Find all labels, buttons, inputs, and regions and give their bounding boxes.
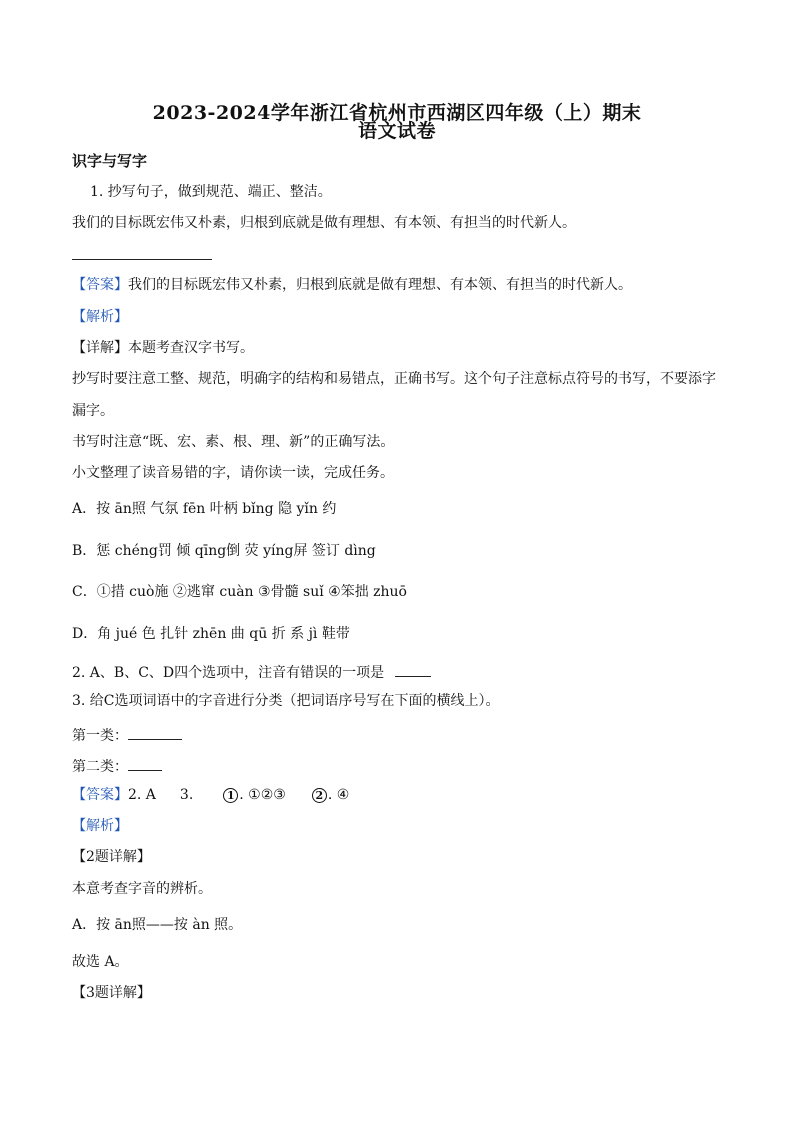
detail-tag: 【详解】 (72, 340, 128, 356)
answer-tag: 【答案】 (72, 277, 128, 293)
question-1-prompt: 1. 抄写句子，做到规范、端正、整洁。 (90, 184, 332, 200)
page-title: 2023-2024学年浙江省杭州市西湖区四年级（上）期末 (152, 102, 642, 124)
class-1-blank[interactable] (128, 726, 182, 740)
answer-blank-line (72, 259, 212, 260)
detail-1-paragraph-1a: 抄写时要注意工整、规范，明确字的结构和易错点，正确书写。这个句子注意标点符号的书写，不要添字 (72, 371, 716, 387)
detail-2-option-a: A．按 ān照——按 àn 照。 (72, 917, 243, 933)
detail-2-text: 本意考查字音的辨析。 (72, 881, 212, 897)
detail-1 (72, 341, 254, 355)
class-2-blank[interactable] (128, 757, 162, 771)
option-c: C．①措 cuò施 ②逃窜 cuàn ③骨髓 suǐ ④笨拙 zhuō (72, 584, 407, 600)
answer-1 (72, 278, 632, 292)
section-heading: 识字与写字 (72, 152, 148, 170)
detail-1-paragraph-1b: 漏字。 (72, 403, 114, 419)
question-2-blank[interactable] (395, 663, 431, 677)
answer-1-text: 我们的目标既宏伟又朴素，归根到底就是做有理想、有本领、有担当的时代新人。 (128, 277, 632, 293)
detail-1-paragraph-2: 书写时注意“既、宏、素、根、理、新”的正确写法。 (72, 434, 395, 450)
answer-2c1: . ①②③ (239, 787, 286, 803)
option-d: D．角 jué 色 扎针 zhēn 曲 qū 折 系 jì 鞋带 (72, 626, 350, 642)
question-1-sentence: 我们的目标既宏伟又朴素，归根到底就是做有理想、有本领、有担当的时代新人。 (72, 215, 576, 231)
analysis-tag-2: 【解析】 (72, 818, 128, 834)
answer-2a: 2. A (128, 787, 156, 803)
option-a: A．按 ān照 气氛 fēn 叶柄 bǐng 隐 yǐn 约 (72, 501, 337, 517)
detail-3-tag: 【3题详解】 (72, 985, 151, 1001)
detail-2-tag: 【2题详解】 (72, 849, 151, 865)
question-3: 3. 给C选项词语中的字音进行分类（把词语序号写在下面的横线上）。 (72, 693, 500, 709)
circled-number-1: 1 (223, 788, 238, 803)
detail-2-pick: 故选 A。 (72, 954, 129, 970)
option-b: B．惩 chéng罚 倾 qīng倒 荧 yíng屏 签订 dìng (72, 543, 376, 559)
analysis-tag: 【解析】 (72, 309, 128, 325)
answer-2c2: . ④ (327, 787, 350, 803)
task-intro: 小文整理了读音易错的字，请你读一读，完成任务。 (72, 465, 394, 481)
page-subtitle: 语文试卷 (357, 120, 436, 142)
answer-2 (72, 788, 349, 803)
detail-1-text: 本题考查汉字书写。 (128, 340, 254, 356)
answer-tag: 【答案】 (72, 787, 128, 803)
class-2-label: 第二类： (72, 759, 128, 775)
class-2 (72, 757, 162, 774)
circled-number-2: 2 (312, 788, 327, 803)
question-2-text: 2. A、B、C、D四个选项中，注音有错误的一项是 (72, 665, 385, 681)
class-1-label: 第一类： (72, 728, 128, 744)
question-2 (72, 663, 431, 680)
answer-2b: 3. (179, 787, 194, 803)
class-1 (72, 726, 182, 743)
